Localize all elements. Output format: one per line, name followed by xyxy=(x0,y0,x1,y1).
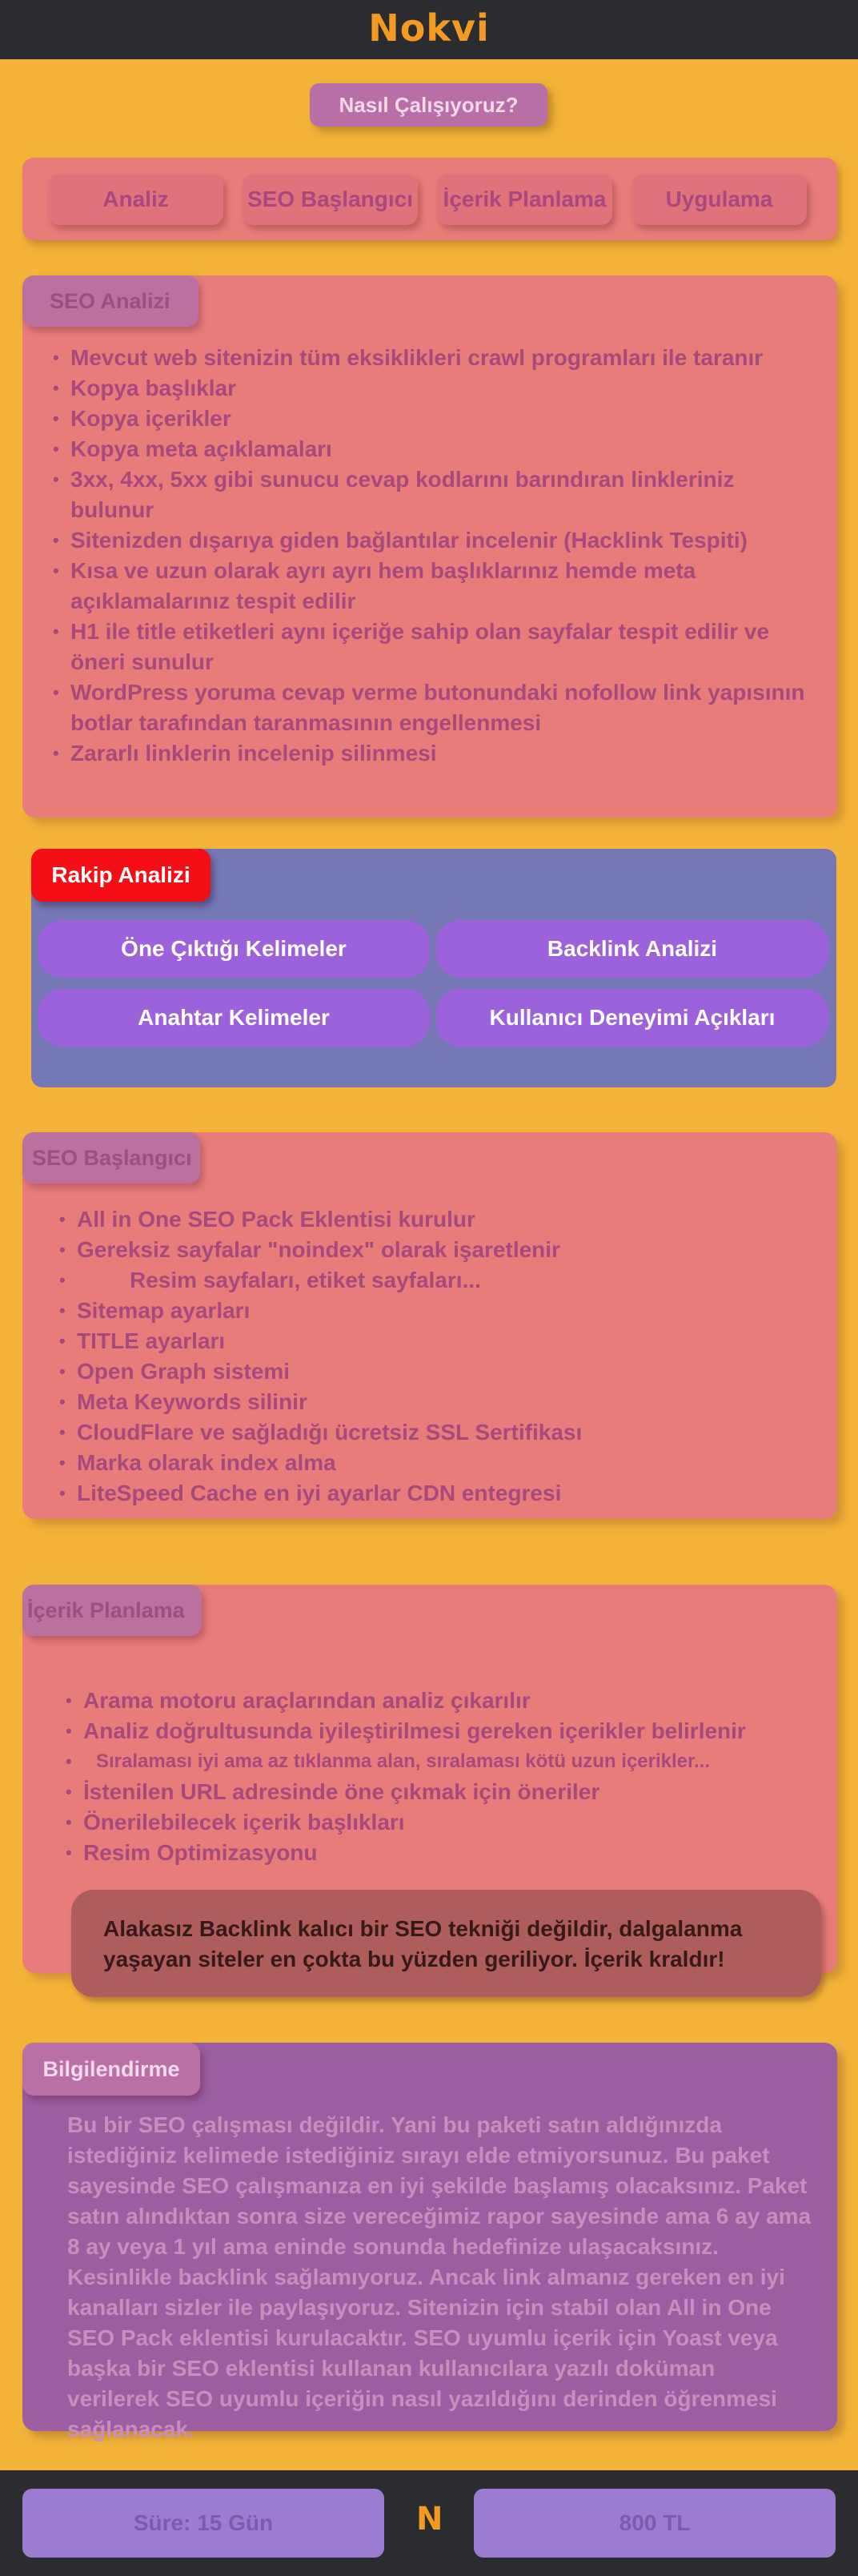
price-button[interactable]: 800 TL xyxy=(474,2489,836,2558)
list-item: • Kopya başlıklar xyxy=(53,373,813,404)
list-item: • Meta Keywords silinir xyxy=(59,1387,812,1417)
list-item: • TITLE ayarları xyxy=(59,1326,812,1356)
list-item: • All in One SEO Pack Eklentisi kurulur xyxy=(59,1204,812,1235)
list-item: • H1 ile title etiketleri aynı içeriğe sahip olan sayfalar tespit edilir ve öneri sunulur xyxy=(53,617,813,677)
brand-logo[interactable]: Nokvi xyxy=(368,6,490,50)
seo-baslangici-card xyxy=(22,1132,837,1519)
list-item: • Open Graph sistemi xyxy=(59,1356,812,1387)
bilgilendirme-title: Bilgilendirme xyxy=(22,2043,200,2096)
list-item: • Sıralaması iyi ama az tıklanma alan, sıralaması kötü uzun içerikler... xyxy=(66,1746,810,1777)
list-item: • Analiz doğrultusunda iyileştirilmesi gereken içerikler belirlenir xyxy=(66,1716,810,1746)
list-item: • Gereksiz sayfalar "noindex" olarak işaretlenir xyxy=(59,1235,812,1265)
tab-seo-baslangici[interactable]: SEO Başlangıcı xyxy=(243,174,418,225)
list-item: • Sitenizden dışarıya giden bağlantılar incelenir (Hacklink Tespiti) xyxy=(53,525,813,556)
list-item: • İstenilen URL adresinde öne çıkmak için öneriler xyxy=(66,1777,810,1807)
backlink-analizi-button[interactable]: Backlink Analizi xyxy=(436,920,828,978)
seo-analizi-title: SEO Analizi xyxy=(22,275,198,327)
list-item: • 3xx, 4xx, 5xx gibi sunucu cevap kodlarını barındıran linkleriniz bulunur xyxy=(53,464,813,525)
kullanici-deneyimi-button[interactable]: Kullanıcı Deneyimi Açıkları xyxy=(436,989,828,1047)
seo-analizi-list xyxy=(53,343,813,769)
footer-logo: N xyxy=(416,2501,443,2538)
how-it-works-button[interactable]: Nasıl Çalışıyoruz? xyxy=(310,83,547,127)
seo-baslangici-title: SEO Başlangıcı xyxy=(22,1132,200,1184)
seo-analizi-card xyxy=(22,275,837,818)
tab-analiz[interactable]: Analiz xyxy=(48,174,223,225)
list-item: • LiteSpeed Cache en iyi ayarlar CDN entegresi xyxy=(59,1478,812,1509)
list-item: • Marka olarak index alma xyxy=(59,1448,812,1478)
content-quote: Alakasız Backlink kalıcı bir SEO tekniği değildir, dalgalanma yaşayan siteler en çokta bu yüzden geriliyor. İçerik kraldır! xyxy=(71,1890,821,1997)
process-tabs xyxy=(22,158,837,240)
seo-baslangici-list xyxy=(59,1204,812,1509)
list-item: • Önerilebilecek içerik başlıkları xyxy=(66,1807,810,1838)
footer xyxy=(0,2470,858,2576)
list-item: • Arama motoru araçlarından analiz çıkarılır xyxy=(66,1686,810,1716)
list-item: • Kısa ve uzun olarak ayrı ayrı hem başlıklarınız hemde meta açıklamalarınız tespit edilir xyxy=(53,556,813,617)
anahtar-kelimeler-button[interactable]: Anahtar Kelimeler xyxy=(38,989,430,1047)
header xyxy=(0,0,858,59)
list-item: • WordPress yoruma cevap verme butonundaki nofollow link yapısının botlar tarafından taranmasının engellenmesi xyxy=(53,677,813,738)
icerik-planlama-list xyxy=(66,1686,810,1868)
rakip-analizi-title: Rakip Analizi xyxy=(31,849,210,902)
tab-icerik-planlama[interactable]: İçerik Planlama xyxy=(437,174,612,225)
list-item: • Zararlı linklerin incelenip silinmesi xyxy=(53,738,813,769)
rakip-analizi-panel xyxy=(31,849,836,1087)
list-item: • Kopya içerikler xyxy=(53,404,813,434)
list-item: • Mevcut web sitenizin tüm eksiklikleri crawl programları ile taranır xyxy=(53,343,813,373)
one-ciktigi-kelimeler-button[interactable]: Öne Çıktığı Kelimeler xyxy=(38,920,430,978)
list-item: • Resim sayfaları, etiket sayfaları... xyxy=(59,1265,812,1296)
list-item: • CloudFlare ve sağladığı ücretsiz SSL Sertifikası xyxy=(59,1417,812,1448)
tab-uygulama[interactable]: Uygulama xyxy=(631,174,807,225)
list-item: • Resim Optimizasyonu xyxy=(66,1838,810,1868)
duration-button[interactable]: Süre: 15 Gün xyxy=(22,2489,384,2558)
bilgilendirme-card xyxy=(22,2043,837,2441)
list-item: • Kopya meta açıklamaları xyxy=(53,434,813,464)
bilgilendirme-text: Bu bir SEO çalışması değildir. Yani bu paketi satın aldığınızda istediğiniz kelimede istediğiniz sırayı elde etmiyorsunuz. Bu paket sayesinde SEO çalışmanıza en iyi şekilde başlamış olacaksınız. Paket satın alındıktan sonra size vereceğimiz rapor sayesinde ama 6 ay ama 8 ay veya 1 yıl ama eninde sonunda hedefinize ulaşacaksınız. Kesinlikle backlink sağlamıyoruz. Ancak link almanız gereken en iyi kanalları sizler ile paylaşıyoruz. Sitenizin için stabil olan All in One SEO Pack eklentisi kurulacaktır. SEO uyumlu içerik için Yoast veya başka bir SEO eklentisi kullanan kullanıcılara yazılı doküman verilerek SEO uyumlu içeriğin nasıl yazıldığını derinden öğrenmesi sağlanacak. xyxy=(67,2112,812,2441)
icerik-planlama-title: İçerik Planlama xyxy=(22,1585,202,1636)
list-item: • Sitemap ayarları xyxy=(59,1296,812,1326)
